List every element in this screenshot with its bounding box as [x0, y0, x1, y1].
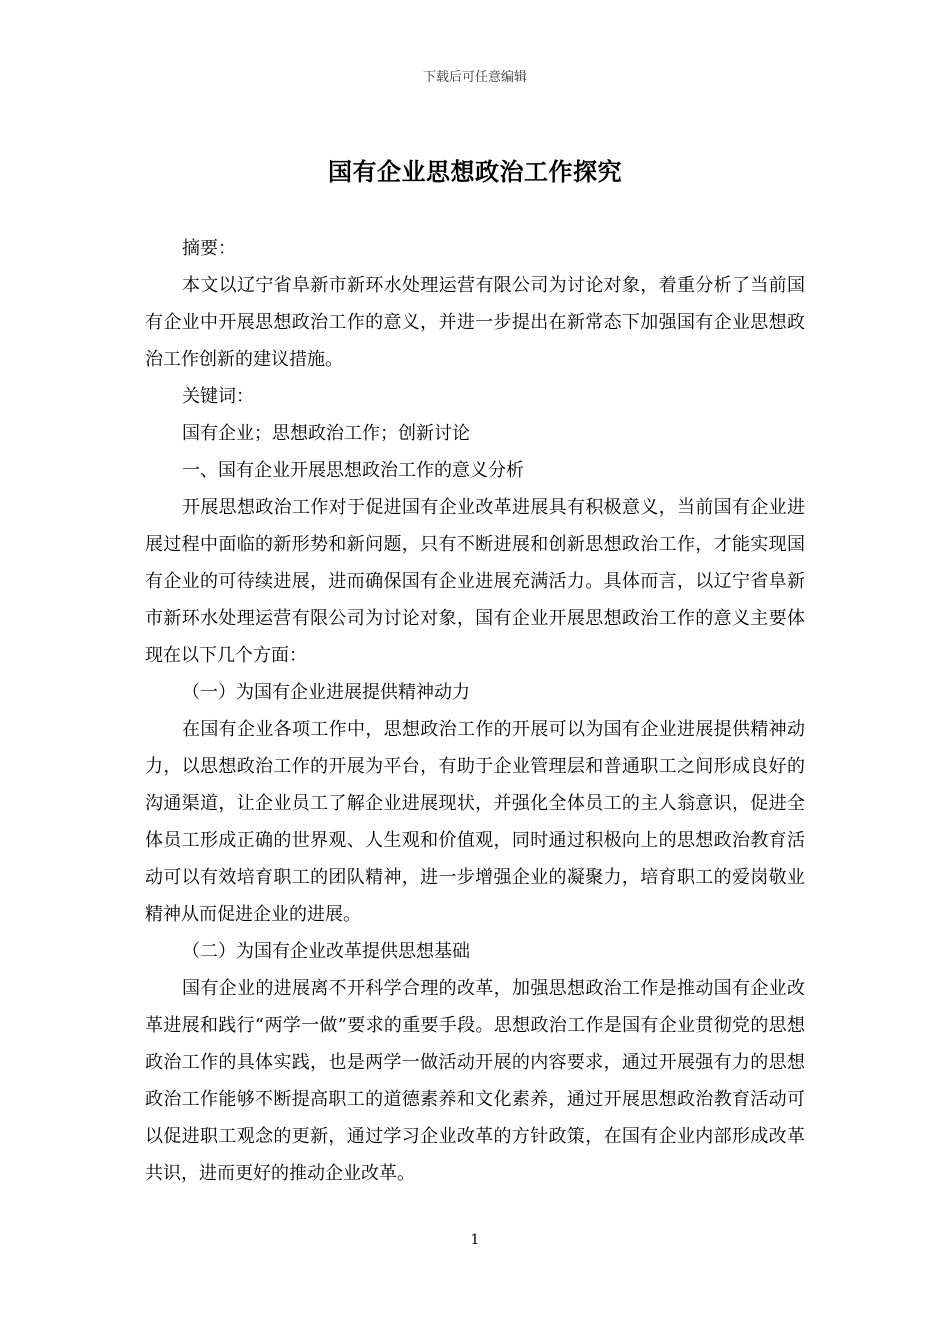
subsection-heading-2: （二）为国有企业改革提供思想基础	[182, 941, 470, 962]
abstract-label: 摘要：	[182, 238, 236, 259]
section-paragraph-1: 开展思想政治工作对于促进国有企业改革进展具有积极意义，当前国有企业进展过程中面临的新形势和新问题，只有不断进展和创新思想政治工作，才能实现国有企业的可待续进展，进而确保国有企业进展充满活力。具体而言，以辽宁省阜新市新环水处理运营有限公司为讨论对象，国有企业开展思想政治工作的意义主要体现在以下几个方面：	[145, 497, 805, 666]
keywords-label: 关键词：	[182, 386, 254, 407]
section-heading-1: 一、国有企业开展思想政治工作的意义分析	[182, 460, 524, 481]
page-number: 1	[470, 1232, 480, 1248]
keywords-paragraph: 国有企业；思想政治工作；创新讨论	[182, 423, 470, 444]
document-title: 国有企业思想政治工作探究	[328, 157, 622, 186]
subsection-heading-1: （一）为国有企业进展提供精神动力	[182, 682, 470, 703]
document-body	[145, 230, 805, 1192]
subsection-paragraph-2: 国有企业的进展离不开科学合理的改革，加强思想政治工作是推动国有企业改革进展和践行“两学一做”要求的重要手段。思想政治工作是国有企业贯彻党的思想政治工作的具体实践，也是两学一做活动开展的内容要求，通过开展强有力的思想政治工作能够不断提高职工的道德素养和文化素养，通过开展思想政治教育活动可以促进职工观念的更新，通过学习企业改革的方针政策，在国有企业内部形成改革共识，进而更好的推动企业改革。	[145, 978, 805, 1184]
header-note: 下载后可任意编辑	[422, 70, 527, 85]
subsection-paragraph-1: 在国有企业各项工作中，思想政治工作的开展可以为国有企业进展提供精神动力，以思想政治工作的开展为平台，有助于企业管理层和普通职工之间形成良好的沟通渠道，让企业员工了解企业进展现状，并强化全体员工的主人翁意识，促进全体员工形成正确的世界观、人生观和价值观，同时通过积极向上的思想政治教育活动可以有效培育职工的团队精神，进一步增强企业的凝聚力，培育职工的爱岗敬业精神从而促进企业的进展。	[145, 719, 805, 925]
abstract-paragraph: 本文以辽宁省阜新市新环水处理运营有限公司为讨论对象，着重分析了当前国有企业中开展思想政治工作的意义，并进一步提出在新常态下加强国有企业思想政治工作创新的建议措施。	[145, 275, 805, 370]
